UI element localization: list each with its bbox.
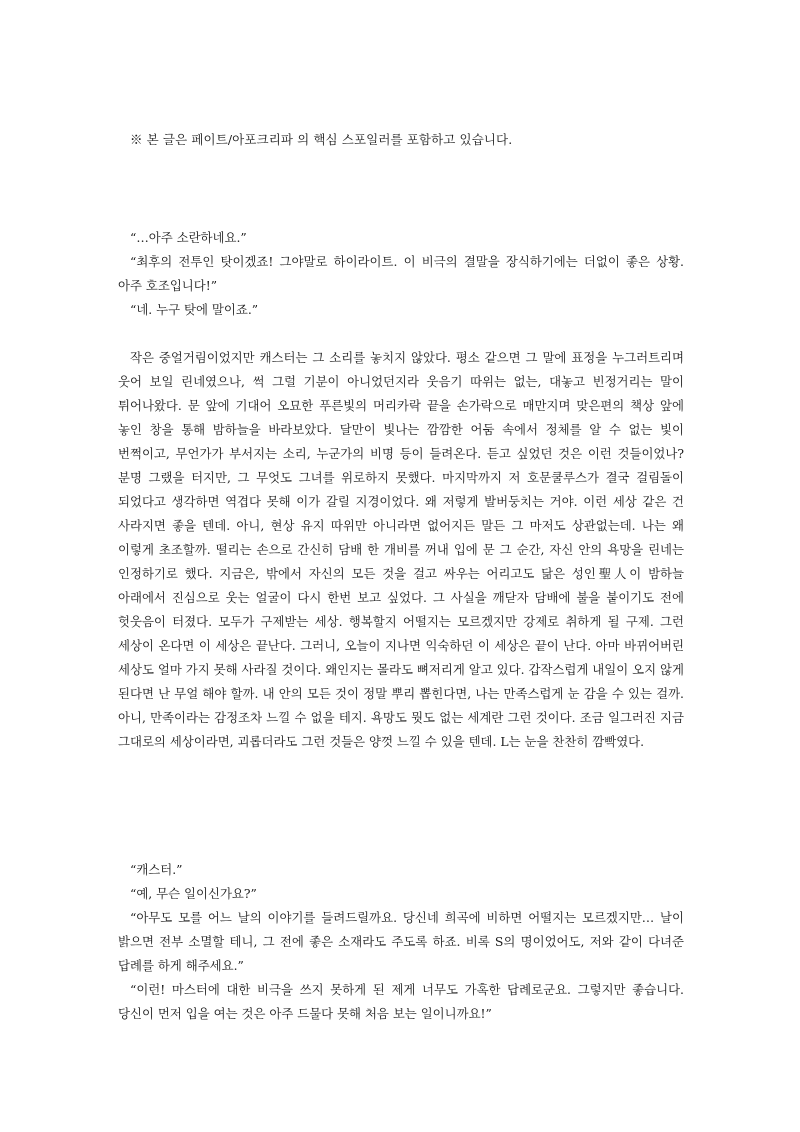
narration-block: [118, 346, 684, 754]
dialogue-block-1: [118, 226, 684, 322]
dialogue-line: “…아주 소란하네요.”: [130, 230, 247, 245]
dialogue-line: “아무도 모를 어느 날의 이야기를 들려드릴까요. 당신네 희곡에 비하면 어떨지는 모르겠지만… 날이 밝으면 전부 소멸할 테니, 그 전에 좋은 소재라도 주도록 하죠. 비록 S의 명이었어도, 저와 같이 다녀준 답례를 하게 해주세요.”: [118, 910, 684, 973]
narration-paragraph: 작은 중얼거림이었지만 캐스터는 그 소리를 놓치지 않았다. 평소 같으면 그 말에 표정을 누그러트리며 웃어 보일 린네였으나, 썩 그럴 기분이 아니었던지라 웃음기 따위는 없는, 대놓고 빈정거리는 말이 튀어나왔다. 문 앞에 기대어 오묘한 푸른빛의 머리카락 끝을 손가락으로 매만지며 맞은편의 책상 앞에 놓인 창을 통해 밤하늘을 바라보았다. 달만이 빛나는 깜깜한 어둠 속에서 정체를 알 수 없는 빛이 번쩍이고, 무언가가 부서지는 소리, 누군가의 비명 등이 들려온다. 듣고 싶었던 것은 이런 것들이었나? 분명 그랬을 터지만, 그 무엇도 그녀를 위로하지 못했다. 마지막까지 저 호문쿨루스가 결국 걸림돌이 되었다고 생각하면 역겹다 못해 이가 갈릴 지경이었다. 왜 저렇게 발버둥치는 거야. 이런 세상 같은 건 사라지면 좋을 텐데. 아니, 현상 유지 따위만 아니라면 없어지든 말든 그 마저도 상관없는데. 나는 왜 이렇게 초조할까. 떨리는 손으로 간신히 담배 한 개비를 꺼내 입에 문 그 순간, 자신 안의 욕망을 린네는 인정하기로 했다. 지금은, 밖에서 자신의 모든 것을 걸고 싸우는 어리고도 닮은 성인聖人이 밤하늘 아래에서 진심으로 웃는 얼굴이 다시 한번 보고 싶었다. 그 사실을 깨닫자 담배에 불을 붙이기도 전에 헛웃음이 터졌다. 모두가 구제받는 세상. 행복할지 어떨지는 모르겠지만 강제로 취하게 될 구제. 그런 세상이 온다면 이 세상은 끝난다. 그러니, 오늘이 지나면 익숙하던 이 세상은 끝이 난다. 아마 바뀌어버린 세상도 얼마 가지 못해 사라질 것이다. 왜인지는 몰라도 뼈저리게 알고 있다. 갑작스럽게 내일이 오지 않게 된다면 난 무얼 해야 할까. 내 안의 모든 것이 정말 뿌리 뽑힌다면, 나는 만족스럽게 눈 감을 수 있는 걸까. 아니, 만족이라는 감정조차 느낄 수 없을 테지. 욕망도 뭣도 없는 세계란 그런 것이다. 조금 일그러진 지금 그대로의 세상이라면, 괴롭더라도 그런 것들은 양껏 느낄 수 있을 텐데. L는 눈을 찬찬히 깜빡였다.: [118, 350, 684, 749]
dialogue-block-2: [118, 858, 684, 1026]
dialogue-line: “예, 무슨 일이신가요?”: [130, 886, 257, 901]
dialogue-line: “이런! 마스터에 대한 비극을 쓰지 못하게 된 제게 너무도 가혹한 답례로군요. 그렇지만 좋습니다. 당신이 먼저 입을 여는 것은 아주 드물다 못해 처음 보는 일이니까요!”: [118, 982, 684, 1021]
dialogue-line: “캐스터.”: [130, 862, 183, 877]
dialogue-line: “최후의 전투인 탓이겠죠! 그야말로 하이라이트. 이 비극의 결말을 장식하기에는 더없이 좋은 상황. 아주 호조입니다!”: [118, 254, 684, 293]
dialogue-line: “네. 누구 탓에 말이죠.”: [130, 302, 259, 317]
spoiler-notice: ※ 본 글은 페이트/아포크리파 의 핵심 스포일러를 포함하고 있습니다.: [130, 132, 513, 147]
